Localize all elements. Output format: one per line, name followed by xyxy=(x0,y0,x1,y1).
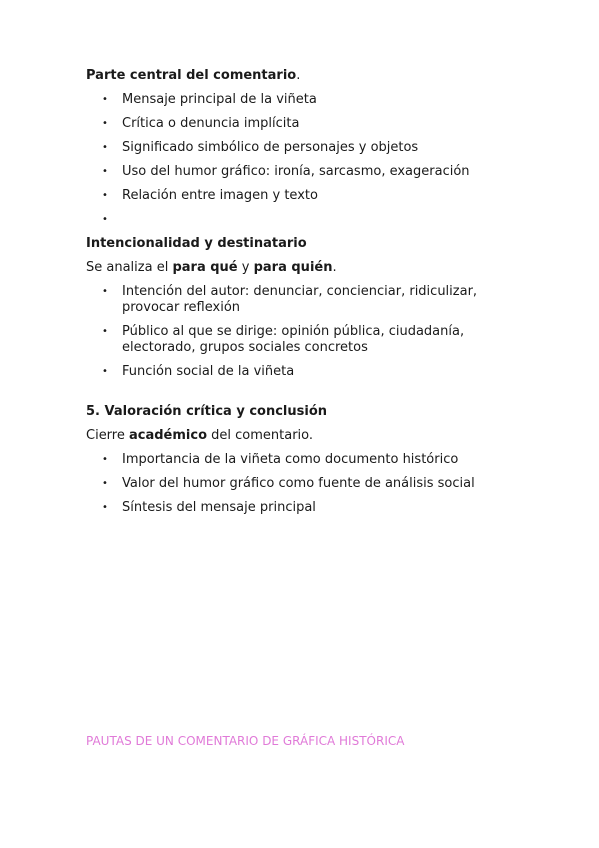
empty-list-item xyxy=(86,212,526,228)
intro-text: Cierre xyxy=(86,428,129,443)
list-item: • Relación entre imagen y texto xyxy=(86,188,526,204)
list-item: • Síntesis del mensaje principal xyxy=(86,500,526,516)
list-item: • Mensaje principal de la viñeta xyxy=(86,92,526,108)
section-central-list xyxy=(86,92,526,228)
section-intencionalidad-heading: Intencionalidad y destinatario xyxy=(86,236,307,251)
list-item: • Valor del humor gráfico como fuente de análisis social xyxy=(86,476,526,492)
section-central-heading-suffix: . xyxy=(296,68,301,83)
list-item: • Crítica o denuncia implícita xyxy=(86,116,526,132)
list-item: • Intención del autor: denunciar, concienciar, ridiculizar, provocar reflexión xyxy=(86,284,526,316)
intro-text: del comentario. xyxy=(207,428,314,443)
intro-bold-text: para qué xyxy=(172,260,238,275)
section-central-heading xyxy=(86,68,526,84)
section-valoracion-heading: 5. Valoración crítica y conclusión xyxy=(86,404,328,419)
section-intencionalidad-list xyxy=(86,284,526,380)
section-spacer xyxy=(86,388,526,404)
list-item: • Función social de la viñeta xyxy=(86,364,526,380)
section-valoracion-intro xyxy=(86,428,526,444)
section-intencionalidad-intro xyxy=(86,260,526,276)
document-content xyxy=(86,68,526,524)
intro-text: y xyxy=(237,260,254,275)
intro-text: . xyxy=(332,260,337,275)
list-item: • Significado simbólico de personajes y objetos xyxy=(86,140,526,156)
section-valoracion-list xyxy=(86,452,526,516)
section-central-heading-text: Parte central del comentario xyxy=(86,68,297,83)
list-item: • Uso del humor gráfico: ironía, sarcasmo, exageración xyxy=(86,164,526,180)
intro-text: Se analiza el xyxy=(86,260,173,275)
intro-bold-text: académico xyxy=(129,428,208,443)
list-item: • Importancia de la viñeta como documento histórico xyxy=(86,452,526,468)
list-item: • Público al que se dirige: opinión pública, ciudadanía, electorado, grupos sociales concretos xyxy=(86,324,526,356)
page-footer-title: PAUTAS DE UN COMENTARIO DE GRÁFICA HISTÓRICA xyxy=(86,734,405,748)
intro-bold-text: para quién xyxy=(253,260,333,275)
